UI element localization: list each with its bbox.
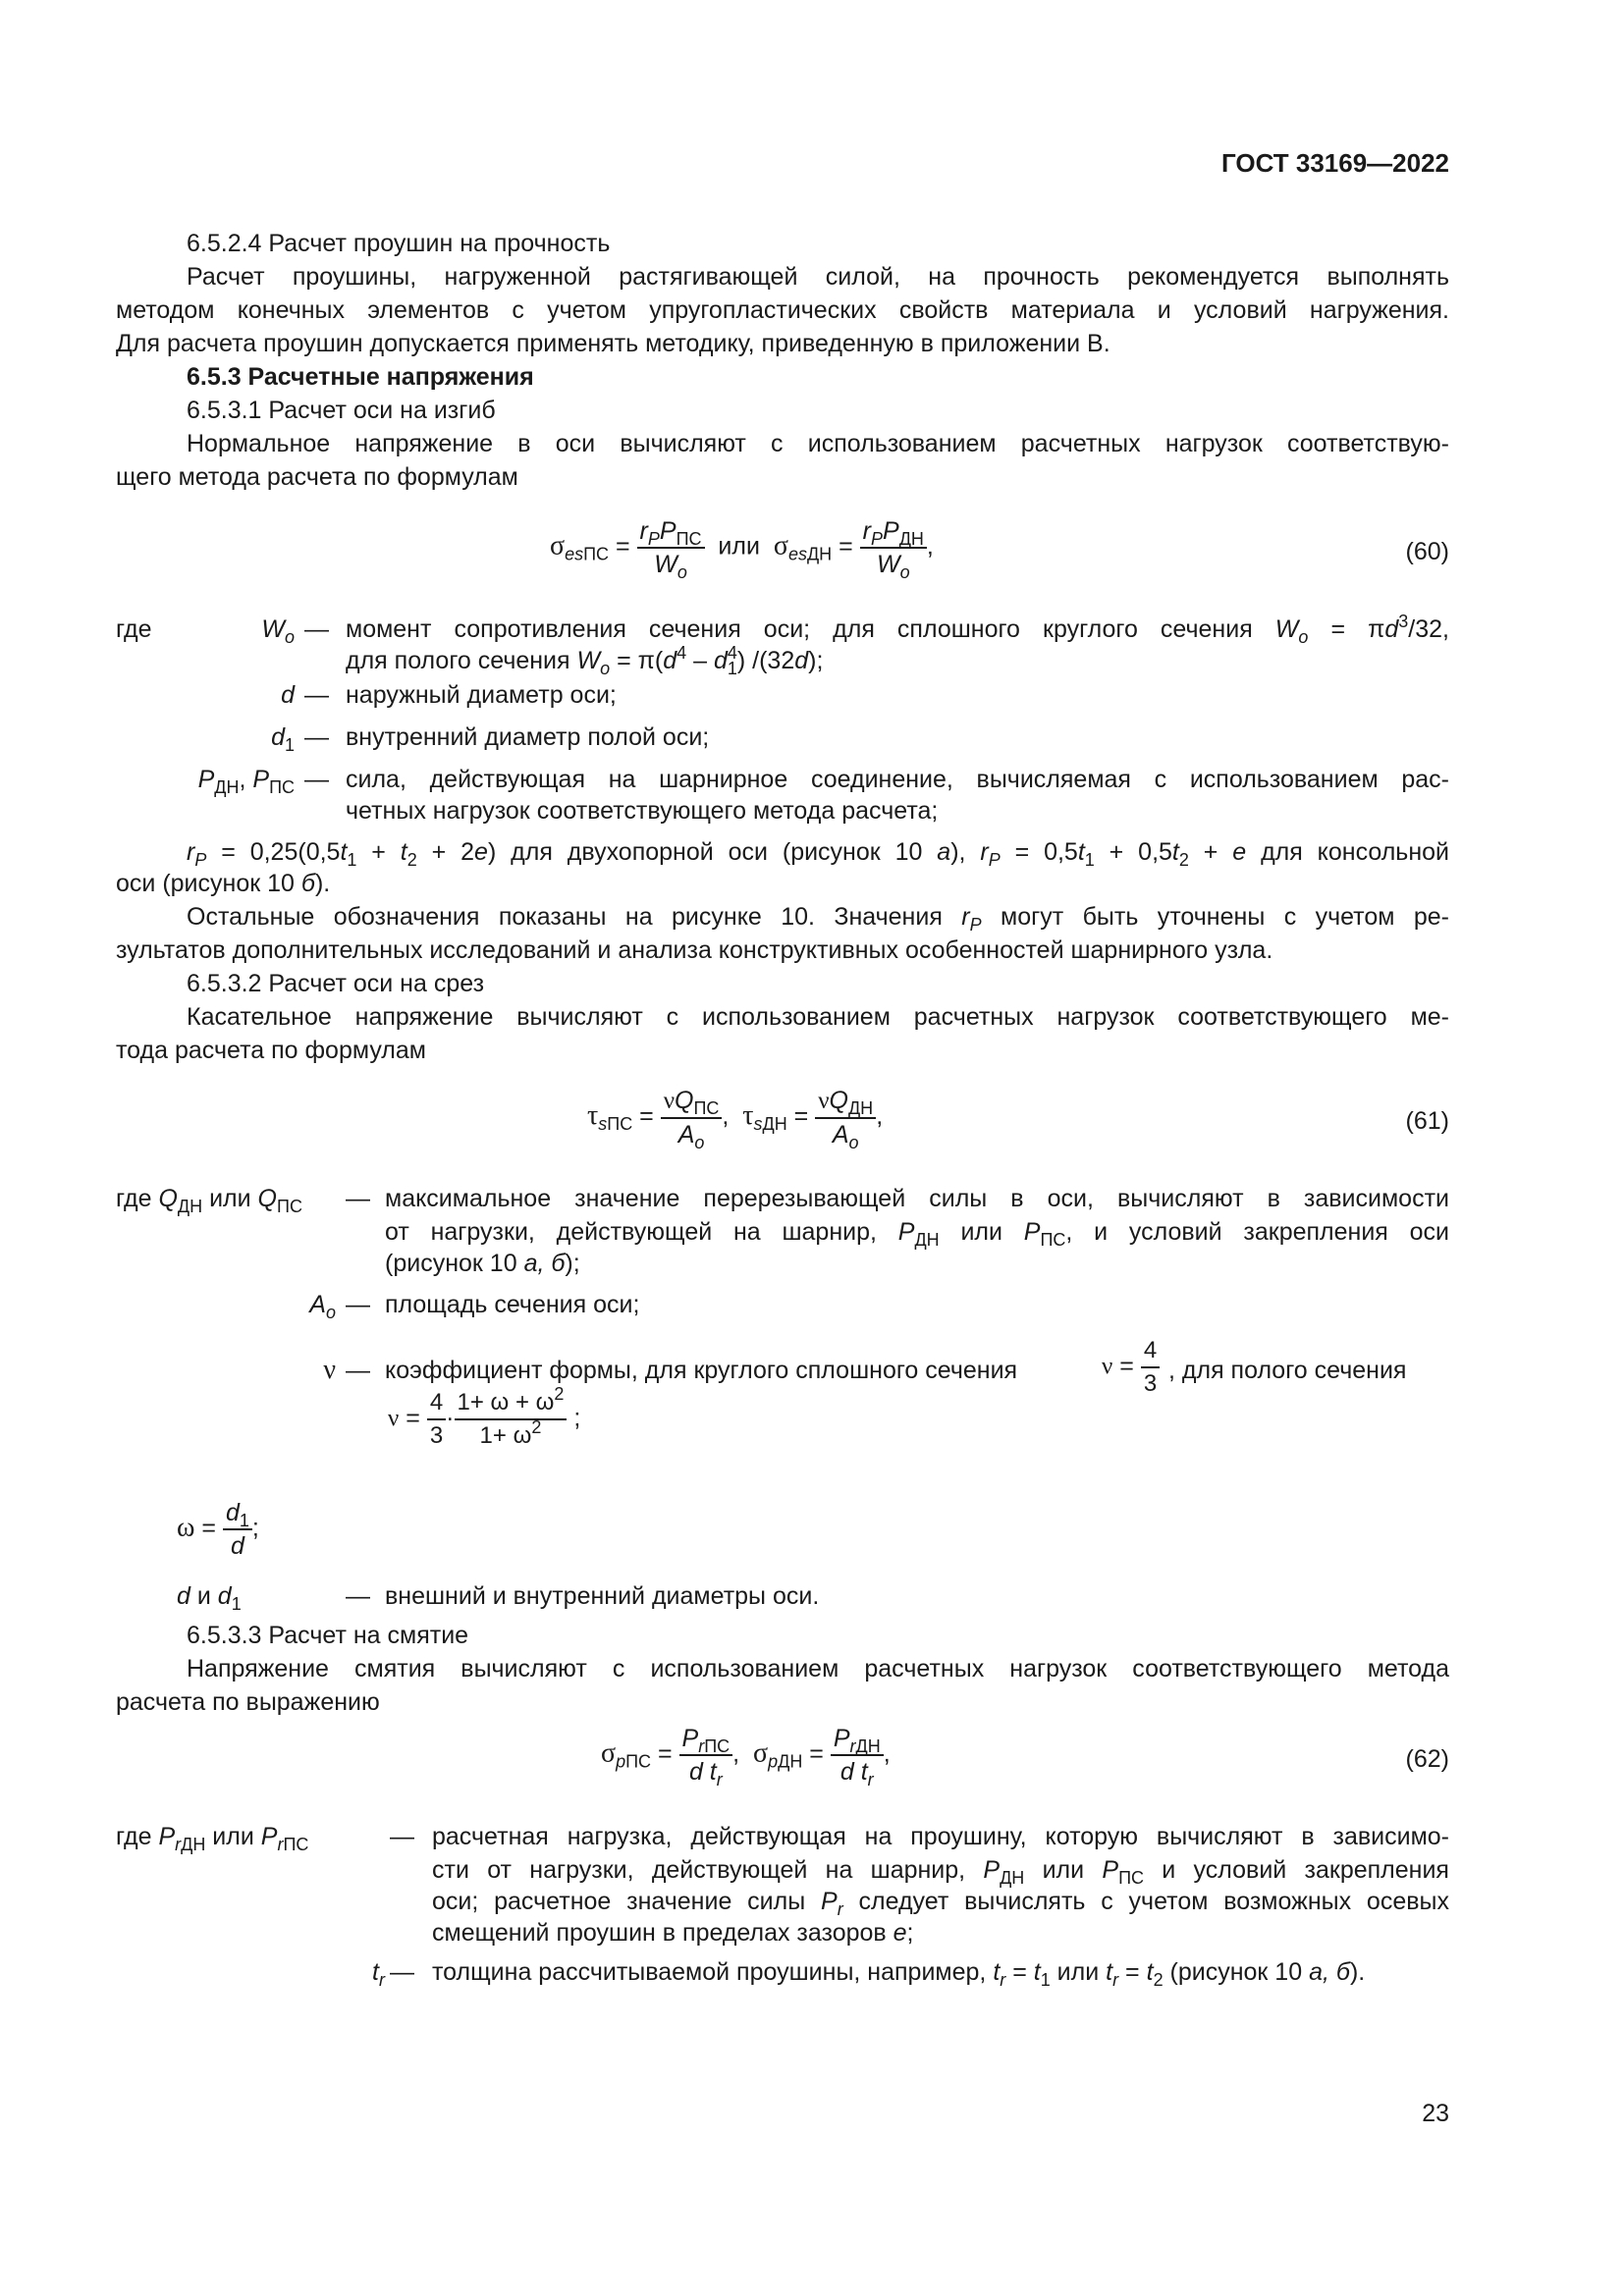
term-d-d1: d и $d_1$ xyxy=(177,1582,242,1614)
equation-61: $\tau_{sПС}$ = $\frac{\nu Q_{ПС}}{A_o}$ , $\tau_{sДН}$ = $\frac{\nu Q_{ДН}}{A_o}$ , xyxy=(587,1087,884,1152)
pr-def-line4: смещений проушин в пределах зазоров e; xyxy=(432,1919,914,1947)
paragraph-line: Расчет проушины, нагруженной растягивающей силой, на прочность рекомендуется выполнять xyxy=(187,263,1449,291)
pr-def-line2: сти от нагрузки, действующей на шарнир, $P_{ДН}$ или $P_{ПС}$ и условий закрепления xyxy=(432,1856,1449,1888)
term-tr: $t_r$ xyxy=(372,1958,385,1990)
pr-def-line1: расчетная нагрузка, действующая на проушину, которую вычисляют в зависимо- xyxy=(432,1823,1449,1850)
d1-def: внутренний диаметр полой оси; xyxy=(346,723,710,751)
paragraph-line: щего метода расчета по формулам xyxy=(116,463,518,491)
rest-line2: зультатов дополнительных исследований и анализа конструктивных особенностей шарнирного узла. xyxy=(116,936,1273,964)
section-6533-title: 6.5.3.3 Расчет на смятие xyxy=(187,1622,469,1649)
p-def-line2: четных нагрузок соответствующего метода расчета; xyxy=(346,797,939,825)
term-d: d xyxy=(281,681,295,709)
nu-solid-formula: ν = $\frac{4}{3}$ xyxy=(1102,1335,1160,1400)
omega-formula: ω = $\frac{d_1}{d}$ ; xyxy=(177,1499,259,1560)
dash: — xyxy=(346,1291,370,1318)
dd1-def: внешний и внутренний диаметры оси. xyxy=(385,1582,820,1610)
rp-line2: оси (рисунок 10 б). xyxy=(116,870,331,897)
dash: — xyxy=(304,615,329,643)
rp-line1: $r_P = 0,25(0,5t_1 + t_2 + 2e)$ для двухопорной оси (рисунок 10 а), $r_P = 0,5t_1 + 0,5t_2 + e$ для консольной xyxy=(187,838,1450,870)
page-number: 23 xyxy=(1422,2100,1449,2127)
nu-def-line1b: , для полого сечения xyxy=(1168,1357,1407,1384)
dash: — xyxy=(346,1582,370,1610)
paragraph-line: Напряжение смятия вычисляют с использованием расчетных нагрузок соответствующего метода xyxy=(187,1655,1449,1682)
paragraph-line: Нормальное напряжение в оси вычисляют с использованием расчетных нагрузок соответствую- xyxy=(187,430,1449,457)
dash: — xyxy=(304,766,329,793)
equation-61-number: (61) xyxy=(1405,1107,1449,1135)
term-p: $P_{ДН}$, $P_{ПС}$ xyxy=(197,766,295,797)
tr-def: толщина рассчитываемой проушины, например, $t_r = t_1$ или $t_r = t_2$ (рисунок 10 а, б). xyxy=(432,1958,1366,1990)
nu-def-line1: коэффициент формы, для круглого сплошного сечения xyxy=(385,1357,1018,1384)
wo-def-line1: момент сопротивления сечения оси; для сплошного круглого сечения $W_o = \pi d^3/32$, xyxy=(346,612,1449,647)
where-pr-term: где $P_{rДН}$ или $P_{rПС}$ xyxy=(116,1823,309,1854)
q-def-line2: от нагрузки, действующей на шарнир, $P_{ДН}$ или $P_{ПС}$, и условий закрепления оси xyxy=(385,1218,1449,1250)
paragraph-line: Касательное напряжение вычисляют с использованием расчетных нагрузок соответствующего ме- xyxy=(187,1003,1449,1031)
term-wo: $W_o$ xyxy=(261,615,295,647)
where-label: где xyxy=(116,615,152,643)
equation-60-number: (60) xyxy=(1405,538,1449,565)
or-word: или xyxy=(718,532,760,561)
where-q-term: где $Q_{ДН}$ или $Q_{ПС}$ xyxy=(116,1185,302,1216)
wo-def-line2: для полого сечения $W_o = \pi(d^4 - d_1^4)$ /(32d); xyxy=(346,643,824,678)
p-def-line1: сила, действующая на шарнирное соединение, вычисляемая с использованием рас- xyxy=(346,766,1449,793)
rest-line1: Остальные обозначения показаны на рисунке 10. Значения $r_P$ могут быть уточнены с учетом ре- xyxy=(187,903,1449,934)
section-6524-title: 6.5.2.4 Расчет проушин на прочность xyxy=(187,230,611,257)
paragraph-line: Для расчета проушин допускается применять методику, приведенную в приложении В. xyxy=(116,330,1110,357)
equation-60: $\sigma_{esПС}$ = $\frac{r_PP_{ПС}}{W_o}$ или $\sigma_{esДН}$ = $\frac{r_PP_{ДН}}{W_o}$ , xyxy=(550,517,934,582)
nu-hollow-formula: ν = $\frac{4}{3}$ · $\frac{1+ \omega + \omega^2}{1+ \omega^2}$ ; xyxy=(388,1384,581,1449)
term-nu: ν xyxy=(323,1355,336,1385)
term-ao: $A_o$ xyxy=(309,1291,336,1322)
paragraph-line: методом конечных элементов с учетом упругопластических свойств материала и условий нагружения. xyxy=(116,296,1449,324)
dash: — xyxy=(390,1958,414,1986)
q-def-line3: (рисунок 10 а, б); xyxy=(385,1250,580,1277)
paragraph-line: расчета по выражению xyxy=(116,1688,380,1716)
d-def: наружный диаметр оси; xyxy=(346,681,617,709)
dash: — xyxy=(346,1357,370,1384)
equation-62-number: (62) xyxy=(1405,1745,1449,1773)
dash: — xyxy=(346,1185,370,1212)
q-def-line1: максимальное значение перерезывающей силы в оси, вычисляют в зависимости xyxy=(385,1185,1449,1212)
term-d1: $d_1$ xyxy=(271,723,295,755)
equation-62: $\sigma_{pПС}$ = $\frac{P_{rПС}}{d t_r}$ , $\sigma_{pДН}$ = $\frac{P_{rДН}}{d t_r}$ , xyxy=(601,1725,891,1789)
dash: — xyxy=(304,681,329,709)
dash: — xyxy=(304,723,329,751)
ao-def: площадь сечения оси; xyxy=(385,1291,640,1318)
section-653-title: 6.5.3 Расчетные напряжения xyxy=(187,363,534,391)
dash: — xyxy=(390,1823,414,1850)
section-6531-title: 6.5.3.1 Расчет оси на изгиб xyxy=(187,397,496,424)
section-6532-title: 6.5.3.2 Расчет оси на срез xyxy=(187,970,485,997)
document-id: ГОСТ 33169—2022 xyxy=(1221,148,1449,178)
paragraph-line: тода расчета по формулам xyxy=(116,1037,426,1064)
pr-def-line3: оси; расчетное значение силы $P_r$ следует вычислять с учетом возможных осевых xyxy=(432,1888,1449,1919)
